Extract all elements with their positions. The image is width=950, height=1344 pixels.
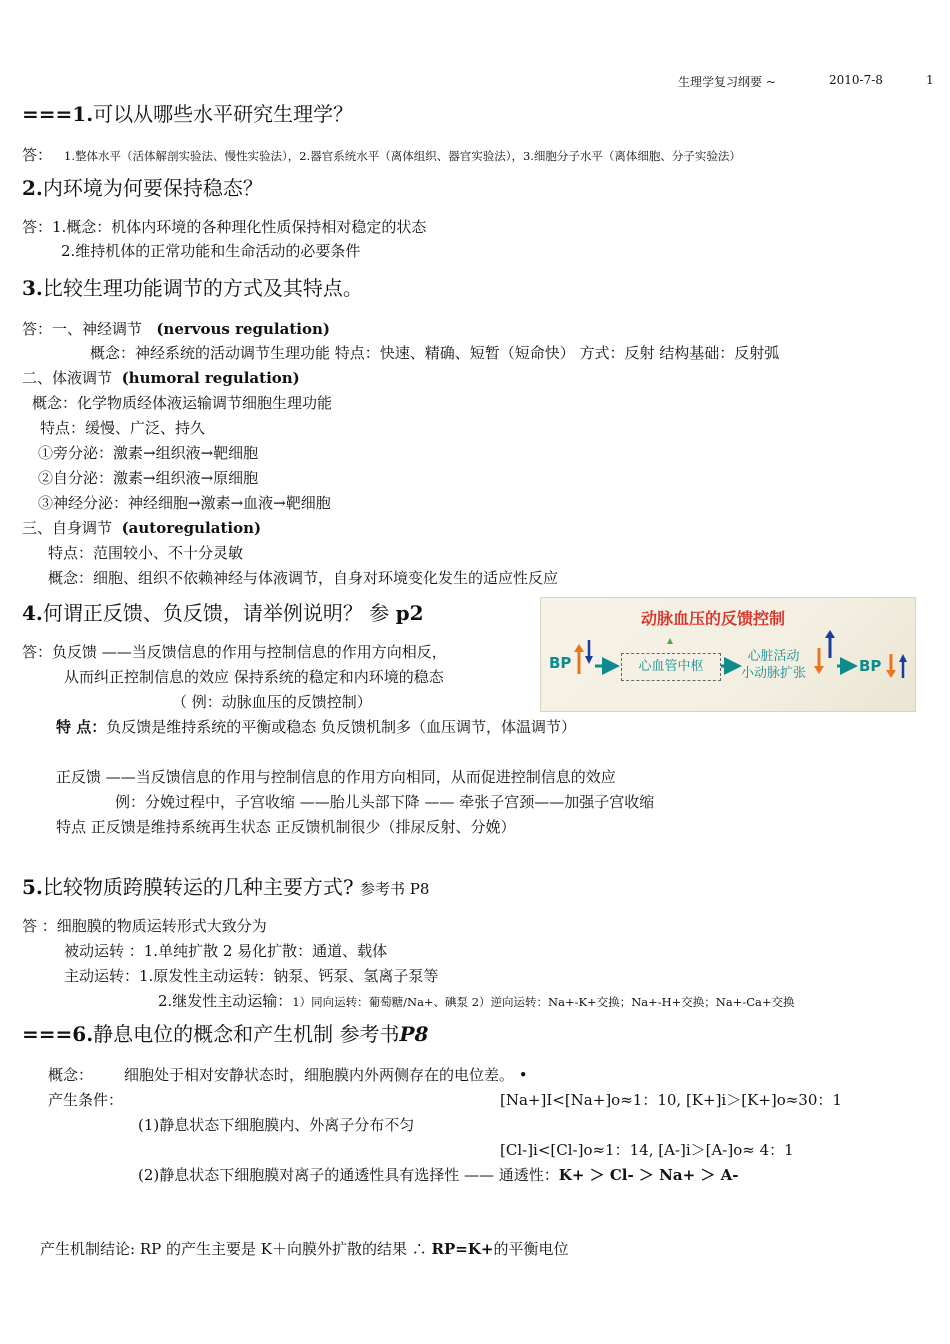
effector-up-arrow-icon — [825, 630, 835, 658]
q5-line-2: 被动运转 ：1.单纯扩散 2 易化扩散：通道、载体 — [64, 942, 388, 960]
q6-concept-text: 细胞处于相对安静状态时，细胞膜内外两侧存在的电位差。 • — [124, 1066, 528, 1084]
q6-heading — [22, 1018, 428, 1047]
figure-title: 动脉血压的反馈控制 — [641, 609, 786, 628]
arteriole-dilation-text: 小动脉扩张 — [741, 666, 807, 681]
q6-permeability-order: K+ ＞ Cl- ＞ Na+ ＞ A- — [558, 1166, 739, 1184]
q2-answer-1: 答：1.概念：机体内环境的各种理化性质保持相对稳定的状态 — [22, 218, 427, 236]
heart-activity-text: 心脏活动 — [747, 649, 800, 664]
q6-condition-1: (1)静息状态下细胞膜内、外离子分布不匀 — [138, 1116, 415, 1134]
q3-line-1 — [22, 318, 330, 339]
q5-line-1: 答 ：细胞膜的物质运转形式大致分为 — [22, 917, 267, 935]
q5-secondary-label: 2.继发性主动运输： — [158, 992, 293, 1010]
q6-ratio-2: [Cl-]i<[Cl-]o≈1：14, [A-]i＞[A-]o≈ 4：1 — [500, 1141, 794, 1159]
q1-prefix: ===1. — [22, 102, 94, 126]
q5-title: 比较物质跨膜转运的几种主要方式? — [42, 875, 354, 899]
q3-line-4: 概念：化学物质经体液运输调节细胞生理功能 — [32, 394, 333, 412]
q3-neural-en: (nervous regulation) — [156, 320, 330, 338]
q4-line-2: 从而纠正控制信息的效应 保持系统的稳定和内环境的稳态 — [64, 668, 444, 686]
q3-humoral-label: 二、体液调节 — [22, 369, 113, 387]
q6-concept-label: 概念： — [48, 1066, 94, 1084]
q4-feature-text: 负反馈是维持系统的平衡或稳态 负反馈机制多（血压调节，体温调节） — [106, 718, 577, 736]
header-date: 2010-7-8 — [829, 73, 883, 87]
q3-line-11: 概念：细胞、组织不依赖神经与体液调节，自身对环境变化发生的适应性反应 — [48, 569, 559, 587]
q1-answer-label: 答： — [22, 146, 53, 164]
q4-title: 何谓正反馈、负反馈，请举例说明？ 参 — [42, 601, 390, 625]
q4-line-4 — [56, 716, 576, 737]
q6-prefix: ===6. — [22, 1022, 94, 1046]
q3-heading — [22, 272, 363, 301]
q6-condition-2 — [138, 1164, 738, 1185]
q3-prefix: 3. — [22, 276, 43, 300]
q6-conditions-label: 产生条件： — [48, 1091, 124, 1109]
q4-prefix: 4. — [22, 601, 43, 625]
q3-auto-en: (autoregulation) — [121, 519, 262, 537]
q2-heading — [22, 172, 263, 201]
q5-prefix: 5. — [22, 875, 43, 899]
q3-title: 比较生理功能调节的方式及其特点。 — [42, 276, 363, 300]
q5-ref: 参考书 P8 — [359, 880, 430, 898]
q6-permeability-label: (2)静息状态下细胞膜对离子的通透性具有选择性 —— 通透性： — [138, 1166, 559, 1184]
q5-line-3: 主动运转：1.原发性主动运转：钠泵、钙泵、氢离子泵等 — [64, 967, 439, 985]
q1-heading — [22, 98, 353, 127]
q3-humoral-en: (humoral regulation) — [121, 369, 300, 387]
q3-line-6: ①旁分泌：激素→组织液→靶细胞 — [38, 444, 259, 462]
q4-line-5: 正反馈 ——当反馈信息的作用与控制信息的作用方向相同，从而促进控制信息的效应 — [56, 768, 616, 786]
q4-line-1: 答：负反馈 ——当反馈信息的作用与控制信息的作用方向相反， — [22, 643, 447, 661]
q2-title: 内环境为何要保持稳态？ — [42, 176, 263, 200]
page-number: 1 — [926, 73, 934, 87]
q6-rp-formula: RP=K+ — [431, 1240, 494, 1258]
q6-conclusion — [40, 1238, 568, 1259]
q4-heading — [22, 597, 424, 626]
q4-ref: p2 — [395, 601, 424, 625]
q3-auto-label: 三、自身调节 — [22, 519, 113, 537]
q3-line-8: ③神经分泌：神经细胞→激素→血液→靶细胞 — [38, 494, 331, 512]
center-small-arrow-icon — [667, 638, 673, 644]
q4-feature-label: 特 点： — [56, 718, 107, 736]
bp-feedback-figure — [540, 597, 916, 712]
bp-left-down-arrow-icon — [585, 640, 593, 664]
bp-right-up-arrow-icon — [899, 654, 907, 678]
q5-secondary-text: 1）同向运转：葡萄糖/Na+、碘泵 2）逆向运转：Na+-K+交换；Na+-H+交换；Na+-Ca+交换 — [292, 995, 795, 1009]
q3-line-2: 概念：神经系统的活动调节生理功能 特点：快速、精确、短暂（短命快） 方式：反射 结构基础：反射弧 — [90, 344, 780, 362]
bp-right-label: BP — [859, 657, 882, 675]
q1-answer: 1.整体水平（活体解剖实验法、慢性实验法），2.器官系统水平（离体组织、器官实验法），3.细胞分子水平（离体细胞、分子实验法） — [64, 149, 741, 163]
q3-line-10: 特点：范围较小、不十分灵敏 — [48, 544, 244, 562]
q2-prefix: 2. — [22, 176, 43, 200]
q2-answer-2: 2.维持机体的正常功能和生命活动的必要条件 — [61, 242, 361, 260]
q5-line-4 — [158, 990, 795, 1011]
q3-line-7: ②自分泌：激素→组织液→原细胞 — [38, 469, 259, 487]
q6-conclusion-text: 产生机制结论: RP 的产生主要是 K＋向膜外扩散的结果 ∴ — [40, 1240, 427, 1258]
cardiovascular-center-box: 心血管中枢 — [621, 653, 721, 681]
q3-neural-label: 答：一、神经调节 — [22, 320, 143, 338]
bp-left-label: BP — [549, 654, 572, 672]
q5-heading — [22, 871, 429, 900]
q3-line-3 — [22, 367, 300, 388]
q3-line-9 — [22, 517, 261, 538]
effector-down-arrow-icon — [814, 648, 824, 674]
bp-left-up-arrow-icon — [574, 644, 584, 674]
q4-line-6: 例：分娩过程中，子宫收缩 ——胎儿头部下降 —— 牵张子宫颈——加强子宫收缩 — [115, 793, 655, 811]
header-title: 生理学复习纲要 ~ — [678, 75, 776, 89]
q4-line-7: 特点 正反馈是维持系统再生状态 正反馈机制很少（排尿反射、分娩） — [56, 818, 516, 836]
q6-ref: P8 — [399, 1022, 429, 1046]
figure-arrows — [541, 598, 915, 711]
q6-conclusion-suffix: 的平衡电位 — [493, 1240, 569, 1258]
q1-title: 可以从哪些水平研究生理学？ — [93, 102, 354, 126]
q6-title: 静息电位的概念和产生机制 参考书 — [93, 1022, 400, 1046]
q3-line-5: 特点：缓慢、广泛、持久 — [40, 419, 206, 437]
q4-line-3: （ 例：动脉血压的反馈控制） — [172, 693, 372, 711]
bp-right-down-arrow-icon — [886, 654, 896, 678]
q6-ratio-1: [Na+]I<[Na+]o≈1：10, [K+]i＞[K+]o≈30：1 — [500, 1091, 842, 1109]
